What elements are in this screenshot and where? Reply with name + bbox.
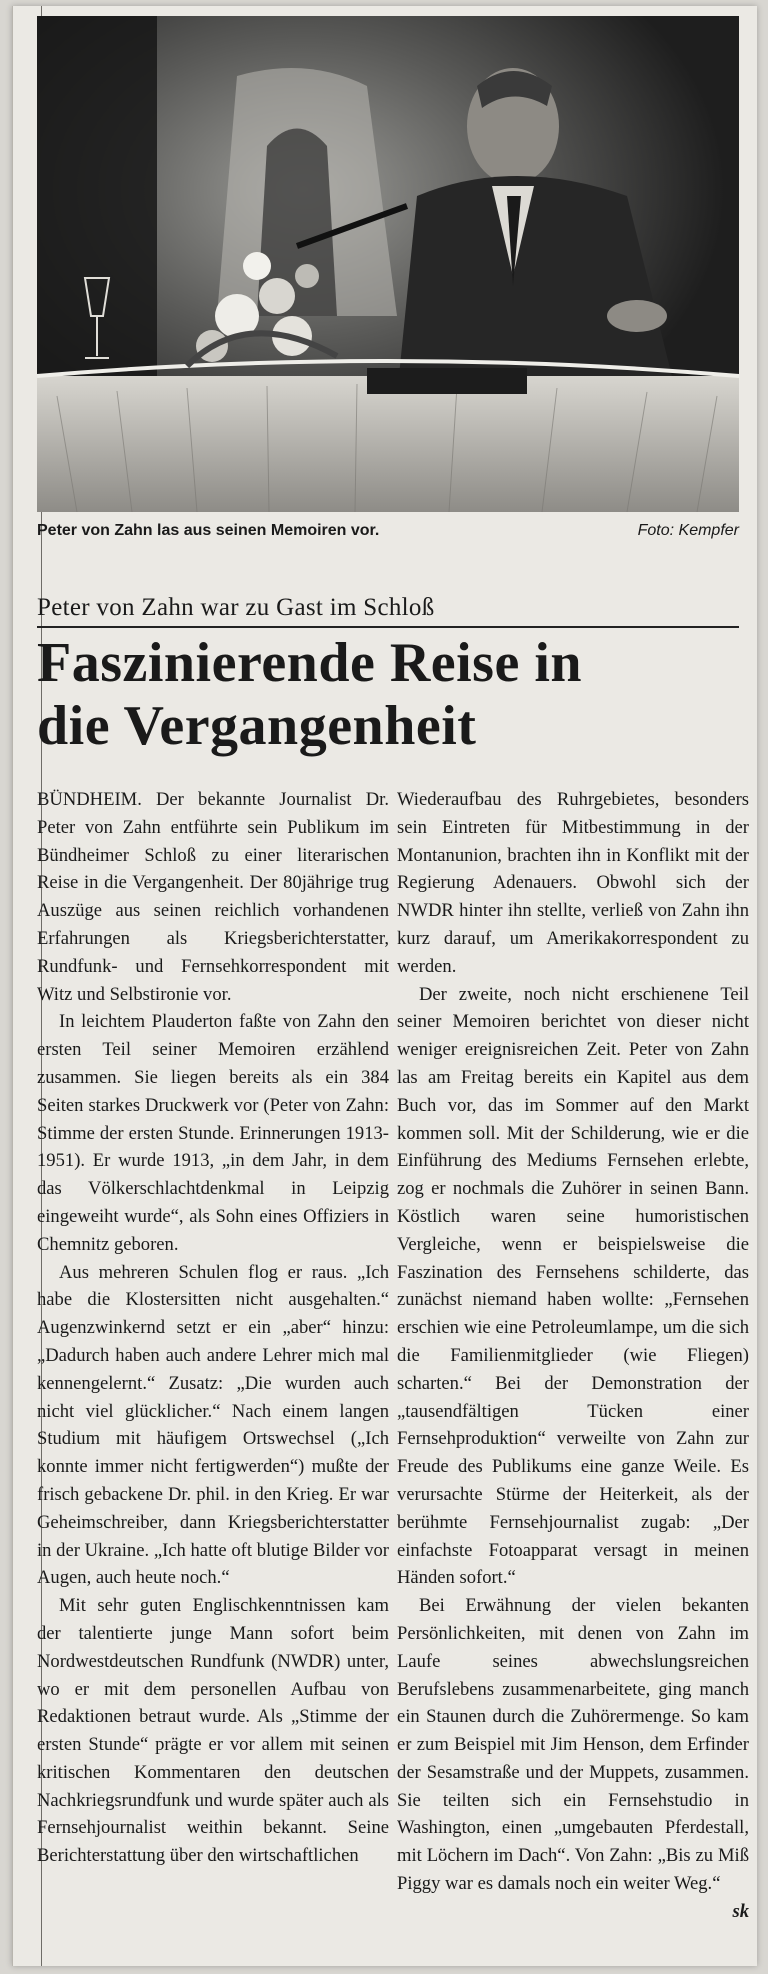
- paragraph: Der zweite, noch nicht erschienene Teil seiner Memoiren berichtet von dieser nicht weniger ereignisreichen Zeit. Peter von Zahn las am Freitag bereits ein Kapitel aus dem Buch vor, das im Sommer auf den Markt kommen soll. Mit der Schilderung, wie er die Einführung des Mediums Fernsehen erlebte, zog er nochmals die Zuhörer in seinen Bann. Köstlich waren seine humoristischen Vergleiche, wenn er beispielsweise die Faszination des Fernsehens schilderte, das zunächst niemand haben wollte: „Fernsehen erschien wie eine Petroleumlampe, um die sich die Familienmitglieder (wie Fliegen) scharten.“ Bei der Demonstration der „tausendfältigen Tücken einer Fernsehproduktion“ verweilte von Zahn zur Freude des Publikums eine ganze Weile. Es verursachte Stürme der Heiterkeit, als der berühmte Fernsehjournalist zugab: „Der einfachste Fotoapparat versagt in meinen Händen sofort.“: [397, 983, 749, 1589]
- article-column-left: [37, 786, 389, 1870]
- author-signature: sk: [732, 1900, 749, 1922]
- paragraph: In leichtem Plauderton faßte von Zahn den ersten Teil seiner Memoiren erzählend zusammen. Sie liegen bereits als ein 384 Seiten starkes Druckwerk vor (Peter von Zahn: Stimme der ersten Stunde. Erinnerungen 1913-1951). Er wurde 1913, „in dem Jahr, in dem das Völkerschlachtdenkmal in Leipzig eingeweiht wurde“, als Sohn eines Offiziers in Chemnitz geboren.: [37, 1011, 389, 1255]
- article-kicker: Peter von Zahn war zu Gast im Schloß: [37, 594, 435, 621]
- paragraph-text: Bei Erwähnung der vielen bekanten Persönlichkeiten, mit denen von Zahn im Laufe seines abwechslungsreichen Berufslebens zusammenarbeitete, ging manch ein Staunen durch die Zuhörermenge. So kam er zum Beispiel mit Jim Henson, dem Erfinder der Sesamstraße und der Muppets, zusammen. Sie teilten sich ein Fernsehstudio in Washington, einen „umgebauten Pferdestall, mit Löchern im Dach“. Von Zahn: „Bis zu Miß Piggy war es damals noch ein weiter Weg.“: [397, 1595, 749, 1895]
- article-headline: [37, 632, 739, 758]
- photo-caption: Peter von Zahn las aus seinen Memoiren vor.: [37, 522, 380, 539]
- article-photo: [37, 16, 739, 512]
- paragraph: [397, 1592, 749, 1922]
- photo-speaker-at-lectern: [37, 16, 739, 512]
- paragraph: Mit sehr guten Englischkenntnissen kam der talentierte junge Mann sofort beim Nordwestdeutschen Rundfunk (NWDR) unter, wo er mit dem personellen Aufbau von Redaktionen betraut wurde. Als „Stimme der ersten Stunde“ prägte er vor allem mit seinen kritischen Kommentaren den deutschen Nachkriegsrundfunk und wurde später auch als Fernsehjournalist weithin bekannt. Seine Berichterstattung über den wirtschaftlichen: [37, 1595, 389, 1867]
- paragraph: Wiederaufbau des Ruhrgebietes, besonders sein Eintreten für Mitbestimmung in der Montanunion, brachten ihn in Konflikt mit der Regierung Adenauers. Obwohl sich der NWDR hinter ihn stellte, verließ von Zahn ihn kurz darauf, um Amerikakorrespondent zu werden.: [397, 789, 749, 977]
- photo-caption-bar: [37, 520, 739, 544]
- photo-credit: Foto: Kempfer: [637, 522, 739, 539]
- headline-line-1: Faszinierende Reise in: [37, 632, 583, 694]
- newspaper-page: [12, 6, 757, 1966]
- kicker-rule: [37, 626, 739, 628]
- article-column-right: [397, 786, 749, 1926]
- headline-line-2: die Vergangenheit: [37, 695, 477, 757]
- paragraph: BÜNDHEIM. Der bekannte Journalist Dr. Peter von Zahn entführte sein Publikum im Bündheimer Schloß zu einer literarischen Reise in die Vergangenheit. Der 80jährige trug Auszüge aus seinen reichlich vorhandenen Erfahrungen als Kriegsberichterstatter, Rundfunk- und Fernsehkorrespondent mit Witz und Selbstironie vor.: [37, 789, 389, 1005]
- paragraph: Aus mehreren Schulen flog er raus. „Ich habe die Klostersitten nicht ausgehalten.“ Augenzwinkernd setzt er ein „aber“ hinzu: „Dadurch haben auch andere Lehrer mich mal kennengelernt.“ Zusatz: „Die wurden auch nicht viel glücklicher.“ Nach einem langen Studium mit häufigem Ortswechsel („Ich konnte immer nicht fertigwerden“) mußte der frisch gebackene Dr. phil. in den Krieg. Er war Geheimschreiber, dann Kriegsberichterstatter in der Ukraine. „Ich hatte oft blutige Bilder vor Augen, auch heute noch.“: [37, 1261, 389, 1589]
